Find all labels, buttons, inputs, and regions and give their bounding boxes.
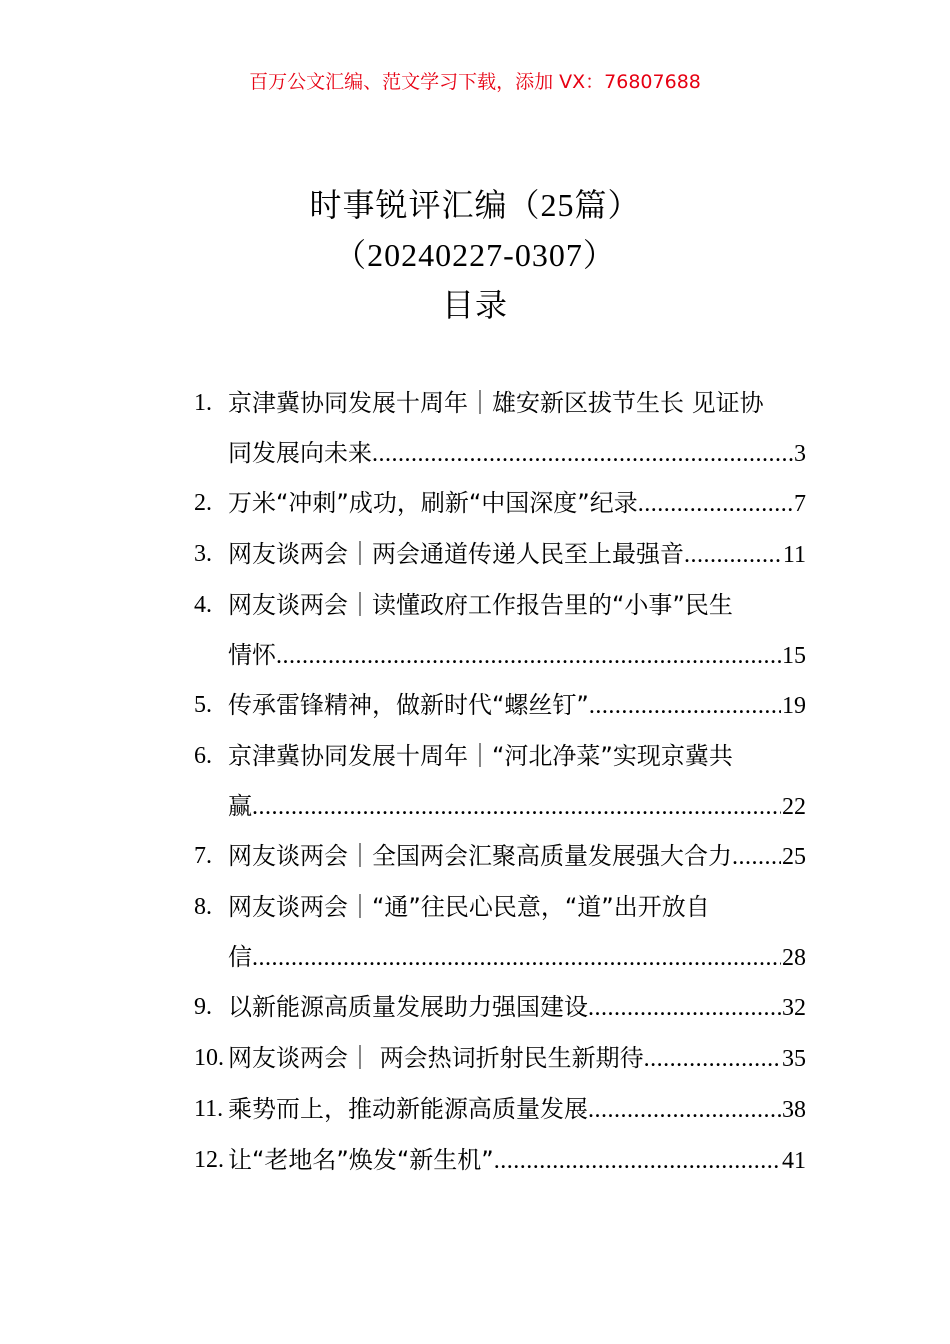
toc-entry-leader-row	[228, 832, 806, 883]
toc-entry-title-line1: 网友谈两会｜读懂政府工作报告里的“小事”民生	[228, 590, 733, 619]
toc-entry-number: 6.	[194, 742, 212, 769]
toc-page-number: 35	[782, 1046, 806, 1073]
toc-entry-body	[228, 832, 806, 883]
toc-page-number: 3	[794, 440, 806, 467]
title-count: 25	[540, 187, 575, 223]
toc-page-number: 25	[782, 844, 806, 871]
toc-entry-number: 7.	[194, 843, 212, 870]
toc-entry[interactable]	[194, 379, 806, 479]
toc-entry-title: 网友谈两会｜两会通道传递人民至上最强音	[228, 540, 684, 569]
toc-entry[interactable]	[194, 1034, 806, 1085]
toc-entry-leader-row	[228, 933, 806, 984]
toc-dot-leader	[684, 531, 782, 581]
toc-entry-number: 3.	[194, 541, 212, 568]
toc-entry-number: 10.	[194, 1045, 224, 1072]
toc-entry-number: 4.	[194, 591, 212, 618]
date-close: ）	[582, 236, 616, 274]
toc-entry-body	[228, 1136, 806, 1187]
watermark-banner: 百万公文汇编、范文学习下载，添加 VX：76807688	[249, 71, 701, 93]
toc-entry-title: 情怀	[228, 640, 276, 669]
toc-dot-leader	[732, 833, 781, 883]
toc-entry-title-line1: 网友谈两会｜“通”往民心民意，“道”出开放自	[228, 893, 710, 922]
toc-dot-leader	[588, 1086, 781, 1136]
toc-dot-leader	[638, 480, 793, 530]
toc-entry[interactable]	[194, 983, 806, 1034]
toc-entry[interactable]	[194, 581, 806, 681]
toc-entry-body	[228, 983, 806, 1034]
toc-entry-title: 网友谈两会｜全国两会汇聚高质量发展强大合力	[228, 842, 732, 871]
toc-entry-title: 信	[228, 942, 252, 971]
toc-entry-body	[228, 479, 806, 530]
toc-page-number: 28	[782, 944, 806, 971]
toc-page-number: 22	[782, 793, 806, 820]
toc-entry-title: 同发展向未来	[228, 438, 372, 467]
table-of-contents	[194, 379, 806, 1186]
toc-entry-number: 5.	[194, 692, 212, 719]
toc-entry-title-line1: 京津冀协同发展十周年｜“河北净菜”实现京冀共	[228, 741, 733, 770]
toc-heading: 目录	[441, 286, 508, 324]
toc-entry-body	[228, 530, 806, 581]
toc-entry-leader-row	[228, 1085, 806, 1136]
toc-entry-leader-row	[228, 1136, 806, 1187]
toc-entry[interactable]	[194, 732, 806, 832]
document-date-range	[0, 230, 950, 280]
toc-entry[interactable]	[194, 883, 806, 983]
toc-entry-number: 8.	[194, 894, 212, 921]
toc-page-number: 15	[782, 642, 806, 669]
document-title	[0, 180, 950, 230]
toc-entry-title: 以新能源高质量发展助力强国建设	[228, 993, 588, 1022]
toc-entry-body	[228, 379, 806, 479]
toc-entry-body	[228, 1034, 806, 1085]
date-open: （	[334, 236, 368, 274]
toc-entry-leader-row	[228, 782, 806, 833]
toc-page-number: 38	[782, 1096, 806, 1123]
toc-page-number: 19	[782, 693, 806, 720]
toc-entry-title: 传承雷锋精神，做新时代“螺丝钉”	[228, 691, 589, 720]
toc-entry[interactable]	[194, 530, 806, 581]
toc-entry-body	[228, 681, 806, 732]
toc-entry-title: 乘势而上，推动新能源高质量发展	[228, 1094, 588, 1123]
toc-entry-title: 让“老地名”焕发“新生机”	[228, 1145, 494, 1174]
toc-entry-number: 12.	[194, 1146, 224, 1173]
toc-entry[interactable]	[194, 681, 806, 732]
toc-dot-leader	[276, 632, 781, 682]
toc-dot-leader	[644, 1035, 781, 1085]
toc-dot-leader	[372, 430, 793, 480]
toc-entry-title: 网友谈两会｜ 两会热词折射民生新期待	[228, 1044, 644, 1073]
toc-dot-leader	[252, 934, 781, 984]
toc-entry-body	[228, 581, 806, 681]
toc-entry[interactable]	[194, 1085, 806, 1136]
toc-page-number: 41	[782, 1147, 806, 1174]
toc-page-number: 32	[782, 995, 806, 1022]
toc-dot-leader	[494, 1137, 781, 1187]
toc-entry-body	[228, 732, 806, 832]
toc-entry-leader-row	[228, 681, 806, 732]
toc-entry-title: 赢	[228, 791, 252, 820]
toc-page-number: 11	[782, 542, 806, 569]
toc-entry-leader-row	[228, 530, 806, 581]
toc-entry-number: 11.	[194, 1095, 224, 1122]
title-suffix: 篇）	[574, 186, 641, 224]
toc-entry-number: 1.	[194, 390, 212, 416]
toc-dot-leader	[588, 984, 781, 1034]
toc-entry-leader-row	[228, 631, 806, 682]
toc-entry-title: 万米“冲刺”成功，刷新“中国深度”纪录	[228, 489, 638, 518]
toc-entry-number: 2.	[194, 490, 212, 517]
toc-entry[interactable]	[194, 479, 806, 530]
toc-entry-number: 9.	[194, 994, 212, 1021]
title-prefix: 时事锐评汇编（	[309, 186, 541, 224]
toc-entry-body	[228, 1085, 806, 1136]
toc-entry-leader-row	[228, 1034, 806, 1085]
toc-dot-leader	[589, 682, 781, 732]
toc-entry[interactable]	[194, 1136, 806, 1187]
toc-entry-leader-row	[228, 983, 806, 1034]
toc-entry-title-line1: 京津冀协同发展十周年｜雄安新区拔节生长 见证协	[228, 389, 764, 417]
toc-entry-leader-row	[228, 479, 806, 530]
toc-entry[interactable]	[194, 832, 806, 883]
toc-entry-body	[228, 883, 806, 983]
toc-entry-leader-row	[228, 429, 806, 480]
toc-dot-leader	[252, 783, 781, 833]
title-block	[0, 180, 950, 330]
toc-page-number: 7	[794, 491, 806, 518]
date-range: 20240227-0307	[367, 237, 583, 273]
